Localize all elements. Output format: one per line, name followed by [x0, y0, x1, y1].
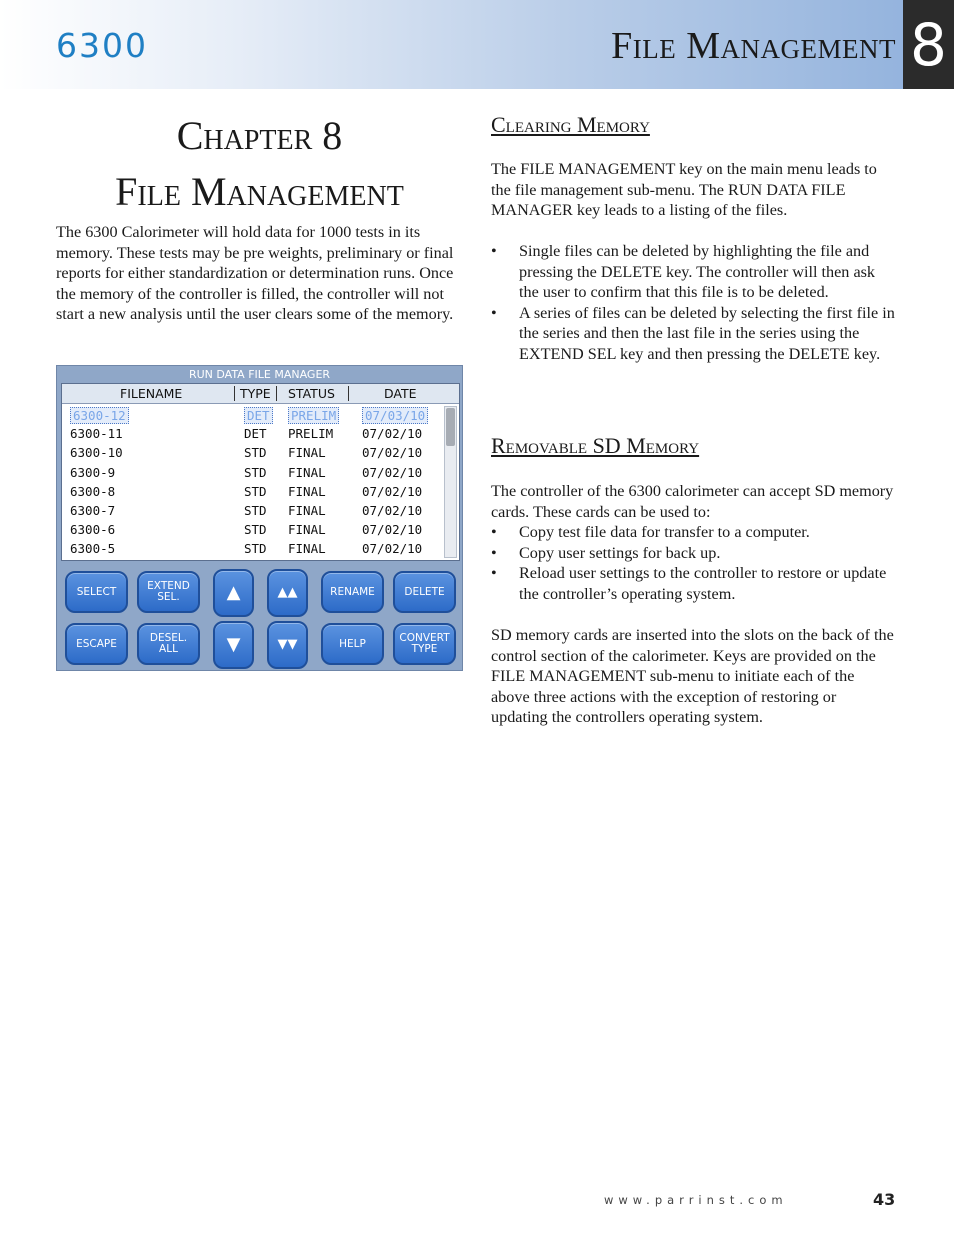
removable-sd-paragraph-1: The controller of the 6300 calorimeter can accept SD memory cards. These cards can be used to: [491, 482, 894, 521]
screen-title: RUN DATA FILE MANAGER [188, 368, 331, 381]
delete-button[interactable]: DELETE [393, 571, 456, 613]
col-header-filename: FILENAME [120, 386, 183, 401]
list-item: • Copy user settings for back up. [491, 543, 895, 564]
up-arrow-button[interactable] [213, 569, 254, 617]
cell-status: PRELIM [288, 426, 334, 442]
table-row[interactable] [62, 483, 444, 502]
cell-filename: 6300-5 [70, 541, 116, 557]
up-arrow-icon: ▲ [226, 582, 241, 603]
cell-status: FINAL [288, 464, 326, 480]
chapter-heading-line2: File Management [115, 169, 404, 214]
cell-filename: 6300-9 [70, 464, 116, 480]
scrollbar-thumb[interactable] [446, 408, 455, 446]
page-down-button[interactable] [267, 621, 308, 669]
removable-sd-paragraph-2: SD memory cards are inserted into the slots on the back of the control section of the calorimeter. Keys are provided on the FILE MANAGEMENT sub-menu to initiate each of the above three actions with the exception of restoring or updating the controllers operating system. [491, 626, 894, 727]
table-row[interactable] [62, 406, 444, 425]
header-title: File Management [611, 25, 896, 67]
column-headers [62, 384, 459, 404]
cell-date: 07/02/10 [362, 541, 423, 557]
cell-status: FINAL [288, 503, 326, 518]
file-list-scrollbar[interactable] [444, 406, 457, 558]
cell-status: FINAL [288, 445, 326, 461]
cell-date: 07/02/10 [362, 483, 423, 499]
page-header [0, 0, 954, 89]
clearing-memory-paragraph: The FILE MANAGEMENT key on the main menu leads to the file management sub-menu. The RUN DATA FILE MANAGER key leads to a listing of the files. [491, 160, 877, 220]
cell-type: STD [244, 483, 267, 499]
cell-type: STD [244, 503, 267, 518]
file-list-panel [61, 383, 460, 561]
cell-filename: 6300-11 [70, 426, 123, 442]
cell-status: FINAL [288, 522, 326, 538]
clearing-memory-heading: Clearing Memory [491, 112, 650, 137]
file-list [62, 404, 444, 561]
table-row[interactable] [62, 425, 444, 444]
removable-sd-bullets [491, 522, 895, 604]
cell-date: 07/02/10 [362, 464, 423, 480]
cell-date: 07/02/10 [362, 522, 423, 538]
page-number: 43 [873, 1190, 896, 1209]
cell-type: DET [244, 426, 267, 442]
list-item: • A series of files can be deleted by selecting the first file in the series and then the last file in the series using the EXTEND SEL key and then pressing the DELETE key. [491, 303, 895, 365]
table-row[interactable] [62, 540, 444, 559]
clearing-memory-bullets [491, 241, 895, 365]
double-down-arrow-icon: ▼▼ [277, 637, 298, 652]
cell-status: FINAL [288, 541, 326, 557]
cell-date: 07/02/10 [362, 503, 423, 518]
desel-all-button[interactable]: DESEL. ALL [137, 623, 200, 665]
cell-type: DET [244, 407, 273, 424]
cell-filename: 6300-12 [70, 407, 129, 424]
table-row[interactable] [62, 502, 444, 521]
list-item: • Copy test file data for transfer to a computer. [491, 522, 895, 543]
list-item: • Reload user settings to the controller to restore or update the controller’s operating system. [491, 563, 895, 604]
col-header-status: STATUS [288, 386, 335, 401]
table-row[interactable] [62, 464, 444, 483]
extend-sel-button[interactable]: EXTEND SEL. [137, 571, 200, 613]
cell-type: STD [244, 464, 267, 480]
col-header-date: DATE [384, 386, 417, 401]
footer-url: www.parrinst.com [604, 1193, 788, 1207]
col-header-type: TYPE [240, 386, 271, 401]
list-item: • Single files can be deleted by highlighting the file and pressing the DELETE key. The controller will then ask the user to confirm that this file is to be deleted. [491, 241, 895, 303]
table-row[interactable] [62, 444, 444, 463]
cell-type: STD [244, 522, 267, 538]
cell-filename: 6300-6 [70, 522, 116, 538]
cell-date: 07/02/10 [362, 426, 423, 442]
table-row[interactable] [62, 521, 444, 540]
convert-type-button[interactable]: CONVERT TYPE [393, 623, 456, 665]
cell-filename: 6300-8 [70, 483, 116, 499]
help-button[interactable]: HELP [321, 623, 384, 665]
cell-status: PRELIM [288, 407, 339, 424]
chapter-badge: 8 [903, 0, 954, 89]
chapter-heading-line1: Chapter 8 [176, 113, 343, 158]
cell-date: 07/03/10 [362, 407, 428, 424]
intro-paragraph: The 6300 Calorimeter will hold data for 1000 tests in its memory. These tests may be pre weights, preliminary or final reports for either standardization or determination runs. Once the memory of the controller is filled, the controller will not start a new analysis until the user clears some of the memory. [56, 223, 454, 324]
chapter-heading [56, 108, 463, 220]
rename-button[interactable]: RENAME [321, 571, 384, 613]
cell-date: 07/02/10 [362, 445, 423, 461]
cell-filename: 6300-7 [70, 503, 116, 518]
cell-type: STD [244, 445, 267, 461]
cell-filename: 6300-10 [70, 445, 123, 461]
header-model: 6300 [56, 26, 148, 65]
down-arrow-button[interactable] [213, 621, 254, 669]
escape-button[interactable]: ESCAPE [65, 623, 128, 665]
down-arrow-icon: ▼ [226, 634, 241, 655]
cell-status: FINAL [288, 483, 326, 499]
select-button[interactable]: SELECT [65, 571, 128, 613]
run-data-file-manager-screen [56, 365, 463, 671]
page-up-button[interactable] [267, 569, 308, 617]
double-up-arrow-icon: ▲▲ [277, 585, 298, 600]
removable-sd-memory-heading: Removable SD Memory [491, 433, 700, 458]
cell-type: STD [244, 541, 267, 557]
